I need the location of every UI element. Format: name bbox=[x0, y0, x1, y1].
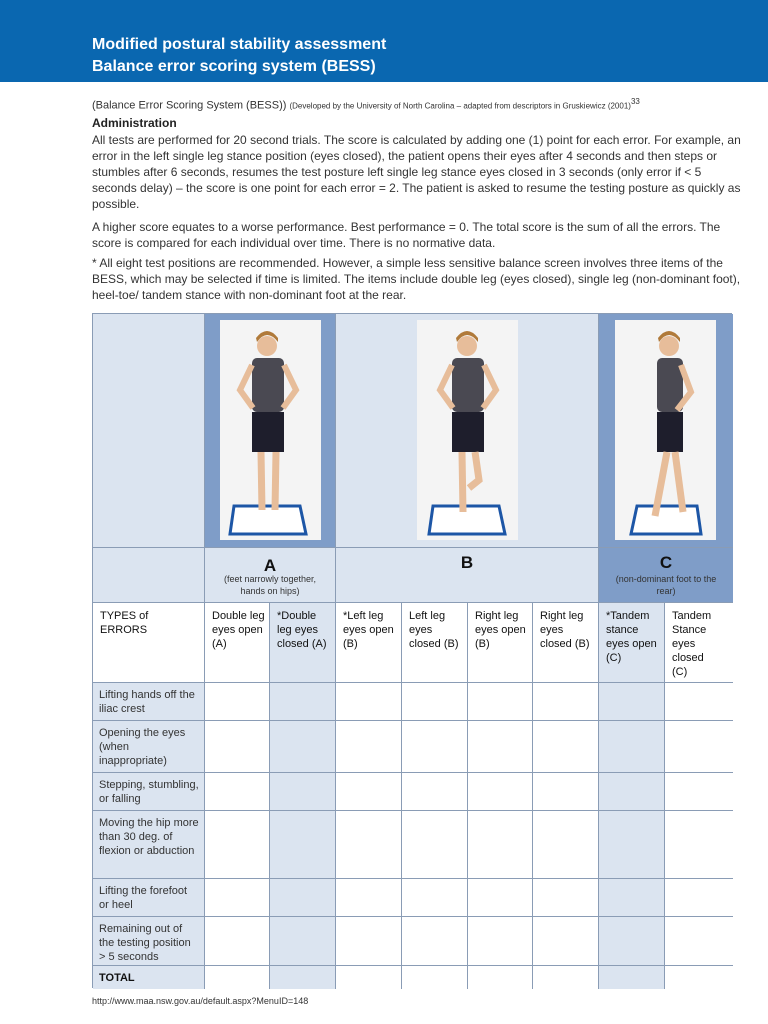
error-type-label: Stepping, stumbling, or falling bbox=[99, 779, 199, 805]
score-cell bbox=[468, 811, 533, 879]
score-cell bbox=[270, 966, 336, 989]
table-corner-photo bbox=[93, 314, 205, 548]
score-cell bbox=[665, 773, 733, 811]
error-row-label-cell bbox=[93, 811, 205, 879]
group-c-sub: (non-dominant foot to the rear) bbox=[615, 574, 717, 596]
score-cell bbox=[533, 966, 599, 989]
page-title-line1: Modified postural stability assessment bbox=[92, 36, 387, 53]
error-row-label-cell bbox=[93, 721, 205, 773]
group-a-letter: A bbox=[263, 556, 277, 575]
score-cell bbox=[533, 811, 599, 879]
group-a-sub: (feet narrowly together, hands on hips) bbox=[223, 574, 317, 596]
score-cell bbox=[665, 966, 733, 989]
score-cell bbox=[205, 917, 270, 966]
types-header bbox=[93, 603, 205, 683]
score-cell bbox=[270, 773, 336, 811]
types-header-label: TYPES of ERRORS bbox=[100, 610, 149, 636]
score-cell bbox=[270, 879, 336, 917]
score-cell bbox=[599, 879, 665, 917]
score-cell bbox=[205, 811, 270, 879]
score-cell bbox=[270, 683, 336, 721]
score-cell bbox=[533, 721, 599, 773]
intro-line bbox=[92, 94, 742, 114]
score-cell bbox=[205, 879, 270, 917]
col-header-label: Right leg eyes open (B) bbox=[475, 610, 526, 650]
error-row-label-cell bbox=[93, 683, 205, 721]
photo-stance-c bbox=[615, 320, 716, 540]
score-cell bbox=[468, 721, 533, 773]
table-corner-label bbox=[93, 548, 205, 603]
page-title-line2: Balance error scoring system (BESS) bbox=[92, 58, 376, 75]
col-header-5 bbox=[468, 603, 533, 683]
administration-paragraph-2: A higher score equates to a worse performance. Best performance = 0. The total score is the sum of all the errors. The score is compared for each individual over time. There is no normative data. bbox=[92, 220, 721, 250]
error-type-label: Lifting hands off the iliac crest bbox=[99, 689, 195, 715]
error-type-label: Remaining out of the testing position > 5 seconds bbox=[99, 923, 191, 963]
score-cell bbox=[468, 879, 533, 917]
score-cell bbox=[599, 683, 665, 721]
score-cell bbox=[533, 773, 599, 811]
score-cell bbox=[270, 721, 336, 773]
score-cell bbox=[205, 966, 270, 989]
score-cell bbox=[599, 811, 665, 879]
intro-ref: 33 bbox=[630, 97, 640, 106]
col-header-label: *Left leg eyes open (B) bbox=[343, 610, 394, 650]
bess-table bbox=[92, 313, 732, 988]
score-cell bbox=[402, 917, 468, 966]
score-cell bbox=[270, 917, 336, 966]
intro-main: (Balance Error Scoring System (BESS)) bbox=[92, 99, 287, 112]
col-header-6 bbox=[533, 603, 599, 683]
score-cell bbox=[402, 811, 468, 879]
error-row-label-cell bbox=[93, 917, 205, 966]
score-cell bbox=[533, 917, 599, 966]
score-cell bbox=[665, 721, 733, 773]
score-cell bbox=[336, 721, 402, 773]
score-cell bbox=[468, 966, 533, 989]
photo-stance-b bbox=[417, 320, 518, 540]
administration-heading: Administration bbox=[92, 116, 177, 130]
score-cell bbox=[665, 683, 733, 721]
score-cell bbox=[205, 721, 270, 773]
error-type-label: Opening the eyes (when inappropriate) bbox=[99, 727, 186, 767]
col-header-label: Left leg eyes closed (B) bbox=[409, 610, 459, 650]
page-header bbox=[0, 0, 768, 82]
score-cell bbox=[336, 917, 402, 966]
score-cell bbox=[533, 683, 599, 721]
group-c bbox=[599, 548, 733, 603]
footer-url: http://www.maa.nsw.gov.au/default.aspx?MenuID=148 bbox=[92, 996, 309, 1006]
score-cell bbox=[402, 773, 468, 811]
score-cell bbox=[336, 683, 402, 721]
col-header-1 bbox=[205, 603, 270, 683]
total-row-label-cell bbox=[93, 966, 205, 989]
score-cell bbox=[468, 683, 533, 721]
score-cell bbox=[336, 773, 402, 811]
score-cell bbox=[599, 773, 665, 811]
group-c-letter: C bbox=[659, 553, 673, 572]
error-type-label: Moving the hip more than 30 deg. of flexion or abduction bbox=[99, 817, 199, 857]
group-b-letter: B bbox=[460, 553, 474, 572]
col-header-label: Double leg eyes open (A) bbox=[212, 610, 265, 650]
col-header-label: Right leg eyes closed (B) bbox=[540, 610, 590, 650]
intro-credit: (Developed by the University of North Carolina – adapted from descriptors in Gruskiewicz (2001) bbox=[289, 101, 631, 111]
error-row-label-cell bbox=[93, 879, 205, 917]
score-cell bbox=[468, 773, 533, 811]
score-cell bbox=[402, 966, 468, 989]
score-cell bbox=[665, 917, 733, 966]
total-label: TOTAL bbox=[99, 972, 135, 984]
score-cell bbox=[205, 683, 270, 721]
score-cell bbox=[665, 811, 733, 879]
score-cell bbox=[402, 683, 468, 721]
error-row-label-cell bbox=[93, 773, 205, 811]
col-header-label: Tandem Stance eyes closed (C) bbox=[672, 610, 712, 678]
col-header-8 bbox=[665, 603, 733, 683]
administration-paragraph-3: * All eight test positions are recommended. However, a simple less sensitive balance screen involves three items of the BESS, which may be selected if time is limited. The items include double leg (eyes closed), single leg (non-dominant foot), heel-toe/ tandem stance with non-dominant foot at the rear. bbox=[92, 256, 741, 302]
photo-band-c bbox=[599, 314, 733, 548]
score-cell bbox=[599, 966, 665, 989]
score-cell bbox=[270, 811, 336, 879]
score-cell bbox=[336, 811, 402, 879]
col-header-2 bbox=[270, 603, 336, 683]
photo-band-a bbox=[205, 314, 336, 548]
photo-stance-a bbox=[220, 320, 321, 540]
col-header-label: *Tandem stance eyes open (C) bbox=[606, 610, 657, 664]
col-header-3 bbox=[336, 603, 402, 683]
group-b bbox=[336, 548, 599, 603]
score-cell bbox=[665, 879, 733, 917]
score-cell bbox=[599, 917, 665, 966]
col-header-7 bbox=[599, 603, 665, 683]
administration-paragraph-1: All tests are performed for 20 second trials. The score is calculated by adding one (1) point for each error. For example, an error in the left single leg stance position (eyes closed), the patient opens their eyes after 4 seconds and then steps or stumbles after 6 seconds, resumes the test posture left single leg stance eyes closed in 3 seconds (only error if < 5 seconds delay) – the score is one point for each error = 2. The patient is asked to resume the testing posture as quickly as possible. bbox=[92, 133, 741, 211]
col-header-label: *Double leg eyes closed (A) bbox=[277, 610, 327, 650]
col-header-4 bbox=[402, 603, 468, 683]
score-cell bbox=[402, 879, 468, 917]
photo-band-b bbox=[336, 314, 599, 548]
group-a bbox=[205, 548, 336, 603]
score-cell bbox=[533, 879, 599, 917]
score-cell bbox=[205, 773, 270, 811]
score-cell bbox=[402, 721, 468, 773]
score-cell bbox=[336, 966, 402, 989]
score-cell bbox=[336, 879, 402, 917]
score-cell bbox=[599, 721, 665, 773]
score-cell bbox=[468, 917, 533, 966]
error-type-label: Lifting the forefoot or heel bbox=[99, 885, 188, 911]
